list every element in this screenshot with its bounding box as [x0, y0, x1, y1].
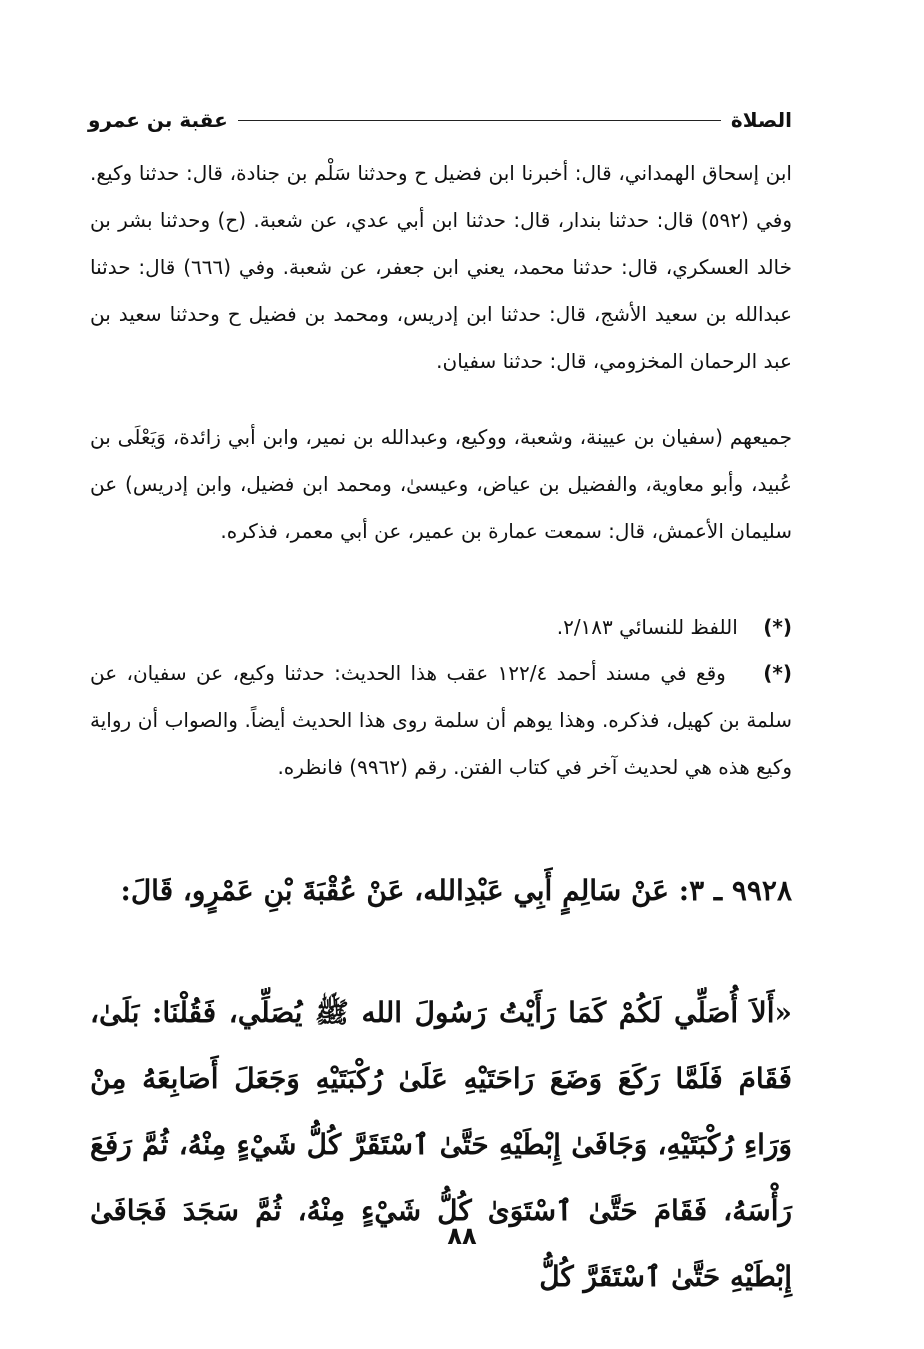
narrators-paragraph-text: جميعهم (سفيان بن عيينة، وشعبة، ووكيع، وعبدالله بن نمير، وابن أبي زائدة، وَيَعْلَى بن عُبيد، وأبو معاوية، والفضيل بن عياض، وعيسىٰ، ومحمد ابن فضيل، وابن إدريس) عن سليمان الأعمش، قال: سمعت عمارة بن عمير، عن أبي معمر، فذكره.: [90, 425, 792, 543]
footnote-1-text: اللفظ للنسائي ٢/١٨٣.: [556, 615, 738, 639]
footnote-1-marker: (*): [763, 615, 792, 639]
footnote-1: [90, 606, 792, 648]
isnad-paragraph: [90, 150, 792, 385]
isnad-paragraph-text: ابن إسحاق الهمداني، قال: أخبرنا ابن فضيل ح وحدثنا سَلْم بن جنادة، قال: حدثنا وكيع. وفي (٥٩٢) قال: حدثنا بندار، قال: حدثنا ابن أبي عدي، عن شعبة. (ح) وحدثنا بشر بن خالد العسكري، قال: حدثنا محمد، يعني ابن جعفر، عن شعبة. وفي (٦٦٦) قال: حدثنا عبدالله بن سعيد الأشج، قال: حدثنا ابن إدريس، ومحمد بن فضيل ح وحدثنا سعيد بن عبد الرحمان المخزومي، قال: حدثنا سفيان.: [90, 161, 793, 373]
running-header: [88, 104, 792, 136]
hadith-body: «أَلاَ أُصَلِّي لَكُمْ كَمَا رَأَيْتُ رَسُولَ الله ﷺ يُصَلِّي، فَقُلْنَا: بَلَىٰ، فَقَامَ فَلَمَّا رَكَعَ وَضَعَ رَاحَتَيْهِ عَلَىٰ رُكْبَتَيْهِ وَجَعَلَ أَصَابِعَهُ مِنْ وَرَاءِ رُكْبَتَيْهِ، وَجَافَىٰ إِبْطَيْهِ حَتَّىٰ ٱسْتَقَرَّ كُلُّ شَيْءٍ مِنْهُ، ثُمَّ رَفَعَ رَأْسَهُ، فَقَامَ حَتَّىٰ ٱسْتَوَىٰ كُلُّ شَيْءٍ مِنْهُ، ثُمَّ سَجَدَ فَجَافَىٰ إِبْطَيْهِ حَتَّىٰ ٱسْتَقَرَّ كُلُّ: [90, 996, 792, 1293]
header-chapter-title: الصلاة: [730, 108, 792, 132]
narrators-paragraph: [90, 414, 792, 555]
footnote-2-marker: (*): [763, 661, 792, 685]
footnote-2: [90, 650, 792, 791]
hadith-heading: ٩٩٢٨ ـ ٣: عَنْ سَالِمٍ أَبِي عَبْدِالله، عَنْ عُقْبَةَ بْنِ عَمْرٍو، قَالَ:: [120, 874, 792, 907]
page-number: ٨٨: [447, 1222, 477, 1250]
header-section-title: عقبة بن عمرو: [88, 108, 228, 132]
footnote-2-text: وقع في مسند أحمد ١٢٢/٤ عقب هذا الحديث: حدثنا وكيع، عن سفيان، عن سلمة بن كهيل، فذكره. وهذا يوهم أن سلمة روى هذا الحديث أيضاً. والصواب أن رواية وكيع هذه هي لحديث آخر في كتاب الفتن. رقم (٩٩٦٢) فانظره.: [90, 661, 792, 779]
header-rule: [238, 120, 721, 121]
